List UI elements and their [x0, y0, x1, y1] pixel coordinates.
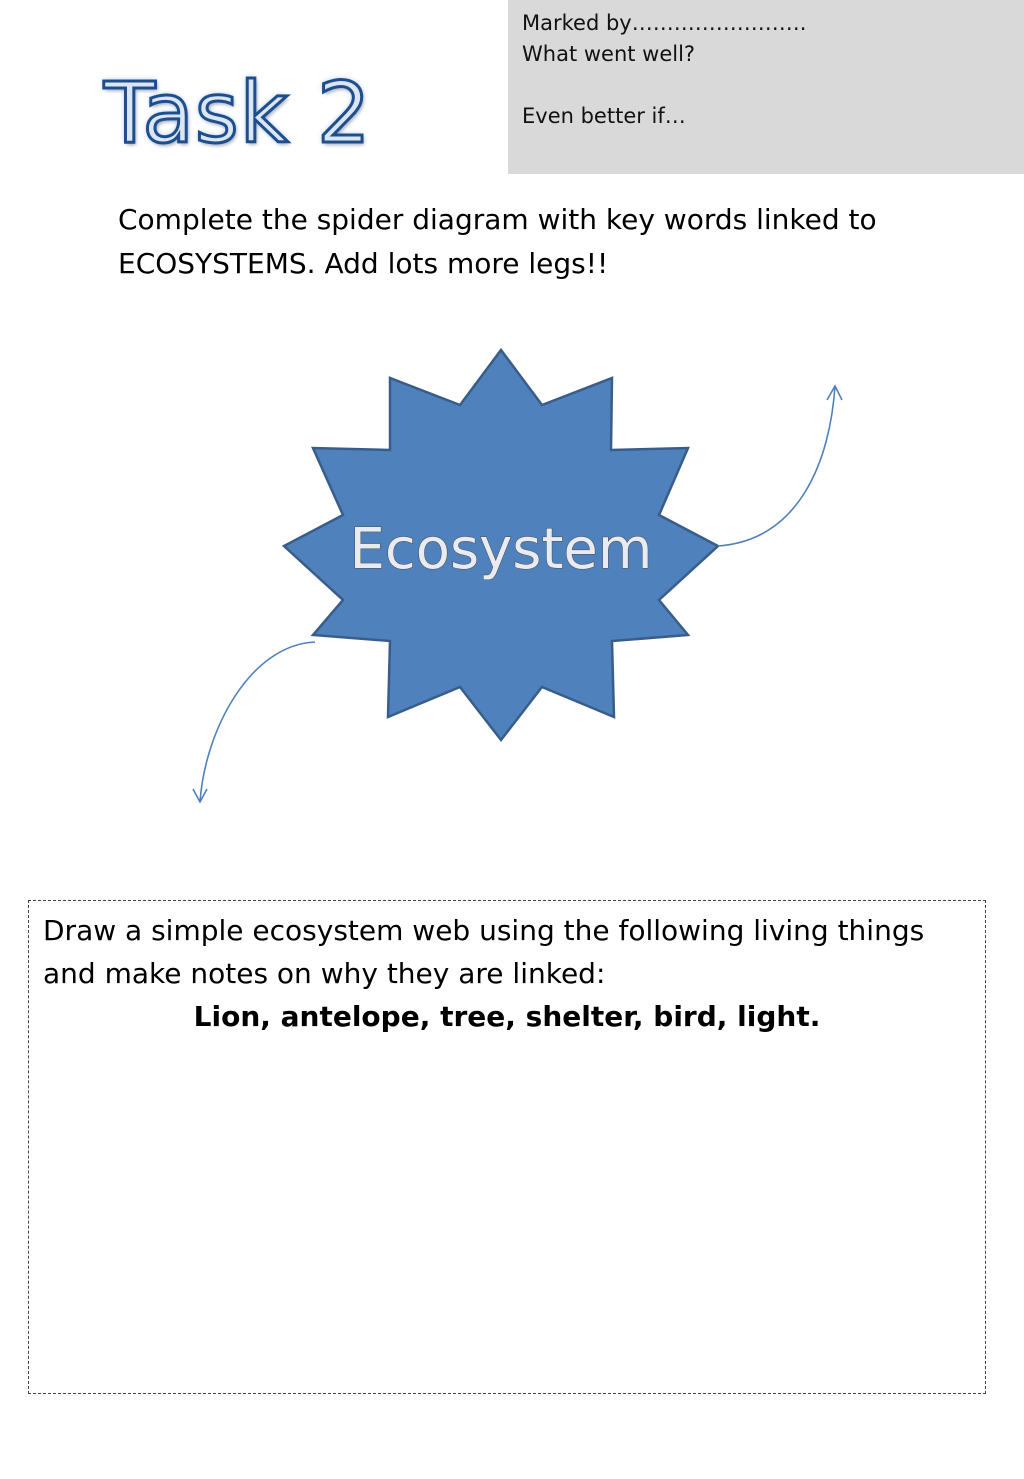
task-prompt: Draw a simple ecosystem web using the following living things and make notes on why they are linked: [43, 914, 925, 990]
what-went-well-label: What went well? [522, 42, 696, 66]
ecosystem-label: Ecosystem [349, 517, 653, 582]
ecosystem-web-task-box[interactable] [28, 900, 986, 1394]
living-things-list: Lion, antelope, tree, shelter, bird, light. [193, 1000, 821, 1033]
instructions-text: Complete the spider diagram with key words linked to ECOSYSTEMS. Add lots more legs!! [118, 203, 877, 280]
even-better-if-label: Even better if… [522, 104, 686, 128]
spider-leg-right [718, 386, 835, 546]
spider-diagram [0, 330, 1024, 830]
marking-box [508, 0, 1024, 174]
marking-spacer [522, 70, 1010, 101]
spider-leg-left [200, 642, 315, 802]
marked-by-label: Marked by……………………. [522, 11, 807, 35]
task-title: Task 2 [104, 64, 372, 162]
